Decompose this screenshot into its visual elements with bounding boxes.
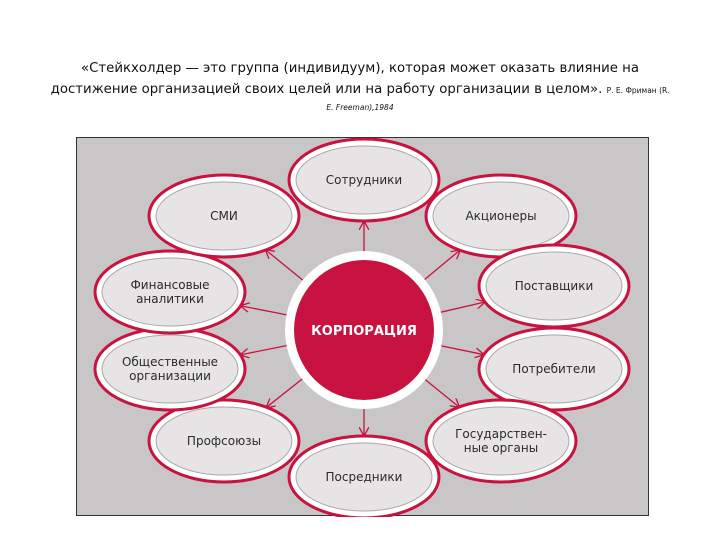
node-media [149, 175, 299, 257]
node-label-media: СМИ [210, 209, 238, 223]
node-employees [289, 139, 439, 221]
arrow-to-consumers [436, 345, 483, 355]
node-intermediaries [289, 436, 439, 517]
node-label-government: Государствен- [455, 427, 547, 441]
arrow-to-analysts [241, 306, 291, 316]
node-label-public-orgs: организации [129, 369, 211, 383]
node-consumers [479, 328, 629, 410]
node-label-government: ные органы [463, 441, 539, 455]
arrow-to-media [266, 250, 307, 283]
stakeholder-diagram [76, 137, 649, 516]
node-label-consumers: Потребители [512, 362, 596, 376]
quote-text: «Стейкхолдер — это группа (индивидуум), которая может оказать влияние на достижение организацией своих целей или на работу организации в целом». [50, 61, 640, 97]
quote-attribution-1: Р. Е. Фриман (R. [606, 86, 670, 95]
quote-attribution-2: E. Freeman),1984 [326, 103, 394, 112]
center-label: КОРПОРАЦИЯ [311, 324, 417, 339]
quote [40, 58, 680, 115]
arrow-to-shareholders [421, 250, 460, 282]
node-public-orgs [95, 328, 245, 410]
node-label-analysts: Финансовые [130, 278, 210, 292]
node-label-unions: Профсоюзы [186, 434, 262, 448]
arrow-to-government [421, 377, 458, 407]
arrow-to-public-orgs [241, 345, 291, 355]
node-label-employees: Сотрудники [325, 173, 403, 187]
arrow-to-unions [267, 376, 306, 407]
arrow-to-suppliers [436, 302, 484, 313]
node-label-suppliers: Поставщики [514, 279, 594, 293]
node-label-analysts: аналитики [136, 292, 204, 306]
node-label-public-orgs: Общественные [121, 355, 219, 369]
node-suppliers [479, 245, 629, 327]
node-label-shareholders: Акционеры [465, 209, 537, 223]
node-unions [149, 400, 299, 482]
node-analysts [95, 251, 245, 333]
stakeholder-diagram-svg [77, 138, 650, 517]
node-government [426, 400, 576, 482]
node-label-intermediaries: Посредники [325, 470, 403, 484]
